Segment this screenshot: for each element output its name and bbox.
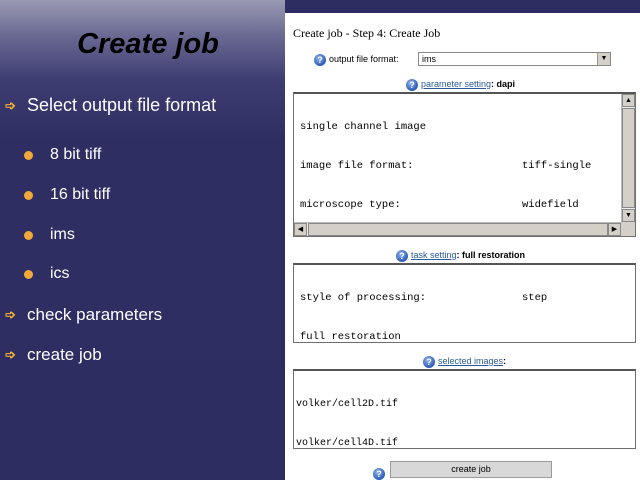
- task-setting-box[interactable]: [293, 263, 636, 343]
- parameter-row: image file format: tiff-single: [300, 160, 592, 172]
- slide-title: Create job: [77, 28, 219, 60]
- output-format-value: ims: [422, 54, 436, 64]
- sub-bullet-ims: ims: [24, 226, 75, 244]
- task-row: full restoration: [300, 331, 401, 343]
- list-item[interactable]: volker/cell4D.tif: [296, 437, 399, 449]
- scroll-up-icon[interactable]: ▲: [622, 94, 635, 107]
- help-question-icon[interactable]: ?: [396, 250, 408, 262]
- parameter-row: single channel image: [300, 121, 427, 133]
- list-item[interactable]: volker/cell2D.tif: [296, 399, 399, 410]
- bullet-create-job: ➩ create job: [5, 345, 102, 364]
- horizontal-scrollbar[interactable]: [294, 222, 621, 236]
- parameter-list: [294, 94, 635, 237]
- task-setting-value: : full restoration: [456, 250, 526, 260]
- scroll-thumb[interactable]: [622, 108, 635, 208]
- bullet-check-parameters: ➩ check parameters: [5, 305, 163, 324]
- sub-bullet-ics: ics: [24, 265, 70, 283]
- parameter-setting-header: [421, 79, 515, 89]
- sub-bullet-8bit-tiff: 8 bit tiff: [24, 146, 101, 164]
- bullet-select-output-format: ➩ Select output file format: [5, 95, 217, 115]
- task-setting-link[interactable]: task setting: [411, 250, 457, 260]
- slide-panel: [0, 0, 285, 480]
- help-question-icon[interactable]: ?: [423, 356, 435, 368]
- selected-images-list: [294, 371, 635, 449]
- help-question-icon[interactable]: ?: [406, 79, 418, 91]
- scroll-thumb[interactable]: [308, 223, 608, 236]
- parameter-setting-value: : dapi: [491, 79, 516, 89]
- selected-images-link[interactable]: selected images: [438, 356, 504, 366]
- scroll-right-icon[interactable]: ▶: [608, 223, 621, 236]
- vertical-scrollbar[interactable]: [621, 94, 635, 222]
- selected-images-header: [438, 356, 506, 366]
- output-format-select[interactable]: [418, 52, 611, 66]
- arrow-bullet-icon: ➩: [5, 347, 16, 362]
- arrow-bullet-icon: ➩: [5, 97, 16, 113]
- help-question-icon[interactable]: ?: [314, 54, 326, 66]
- dot-bullet-icon: [24, 191, 33, 200]
- arrow-bullet-icon: ➩: [5, 307, 16, 322]
- selected-images-colon: :: [503, 356, 507, 366]
- selected-images-box[interactable]: [293, 369, 636, 449]
- output-format-label: output file format:: [329, 54, 399, 64]
- create-job-form: [285, 13, 640, 480]
- form-title: Create job - Step 4: Create Job: [293, 26, 441, 40]
- parameter-row: microscope type: widefield: [300, 199, 579, 211]
- scroll-down-icon[interactable]: ▼: [622, 209, 635, 222]
- scrollbar-corner: [621, 222, 635, 236]
- task-setting-header: [411, 250, 525, 260]
- dot-bullet-icon: [24, 151, 33, 160]
- create-job-button[interactable]: create job: [390, 461, 552, 478]
- dot-bullet-icon: [24, 231, 33, 240]
- task-row: style of processing: step: [300, 292, 548, 304]
- parameter-setting-link[interactable]: parameter setting: [421, 79, 492, 89]
- dot-bullet-icon: [24, 270, 33, 279]
- task-list: [294, 265, 635, 343]
- scroll-left-icon[interactable]: ◀: [294, 223, 307, 236]
- sub-bullet-16bit-tiff: 16 bit tiff: [24, 186, 110, 204]
- help-question-icon[interactable]: ?: [373, 468, 385, 480]
- parameter-setting-box[interactable]: [293, 92, 636, 237]
- chevron-down-icon[interactable]: ▼: [597, 53, 610, 65]
